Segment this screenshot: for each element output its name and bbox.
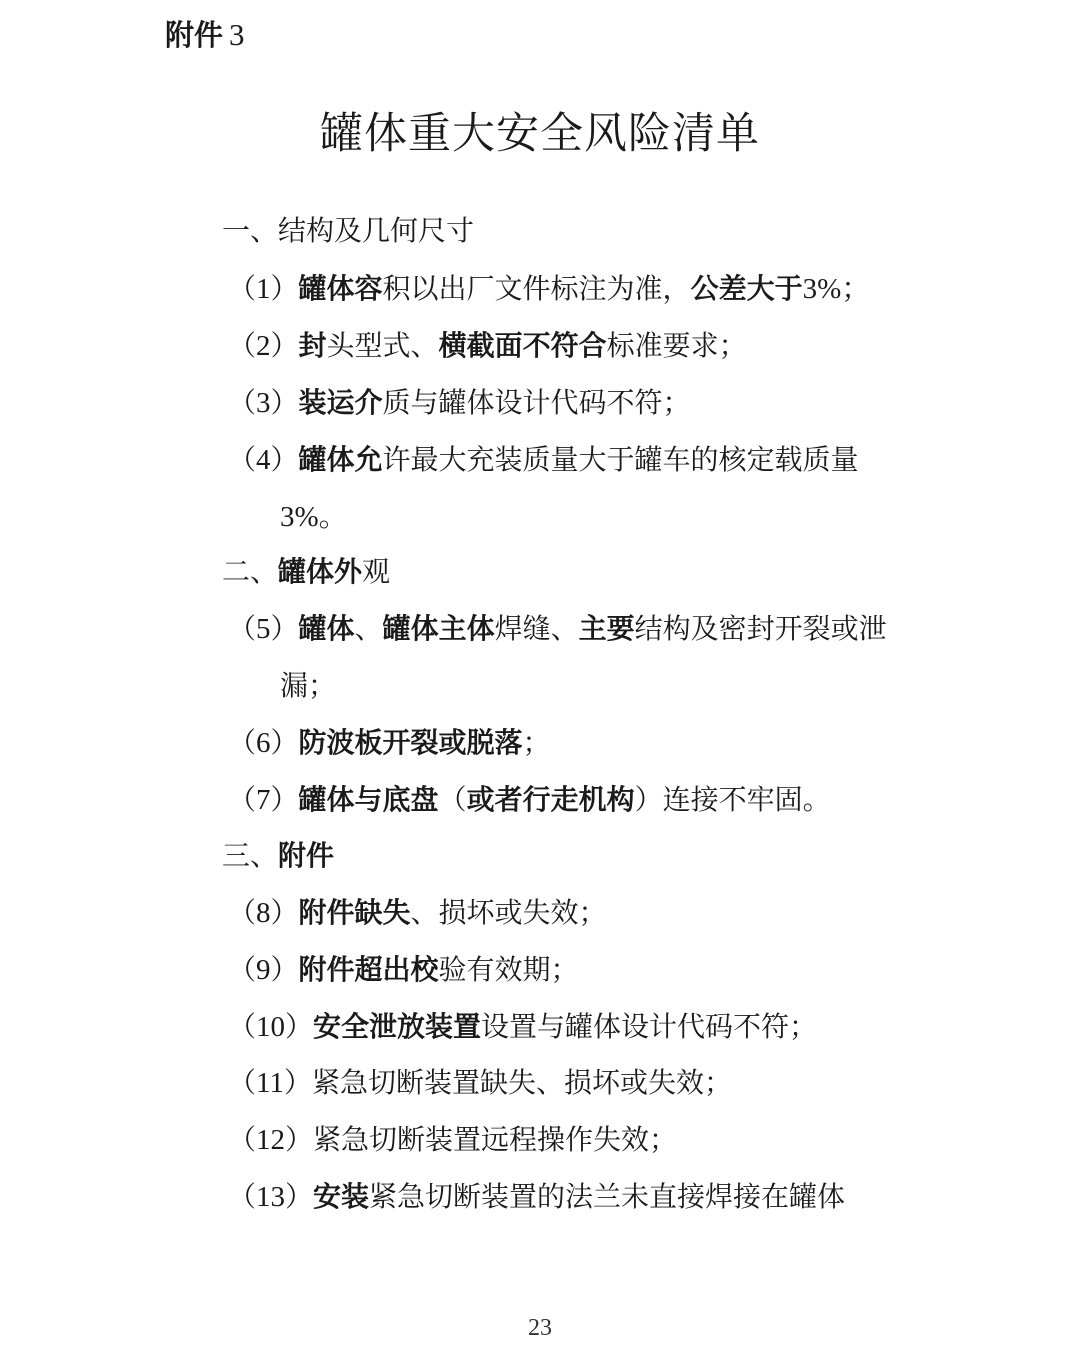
section-title: 观 — [362, 555, 391, 588]
item-text: ）连接不牢固。 — [634, 783, 831, 816]
item-text: 紧急切断装置缺失、损坏或失效； — [311, 1066, 732, 1099]
item-bold-text: 罐体主体 — [382, 612, 495, 645]
list-item-9 — [228, 950, 579, 990]
item-text: 焊缝、 — [494, 612, 579, 645]
paren-open: （ — [228, 443, 257, 476]
item-bold-text: 横截面不符合 — [438, 329, 607, 362]
item-text: 质与罐体设计代码不符； — [382, 386, 691, 419]
attachment-number: 3 — [229, 17, 245, 52]
attachment-label — [165, 14, 245, 56]
list-item-4-continuation: 3%。 — [280, 501, 348, 533]
item-text: 3%； — [802, 273, 871, 305]
paren-close: ） — [285, 1180, 314, 1213]
item-number: 12 — [256, 1124, 286, 1156]
section-prefix: 二、 — [222, 555, 279, 588]
item-bold-text: 罐体与底盘 — [298, 783, 439, 816]
paren-open: （ — [228, 1123, 257, 1156]
paren-close: ） — [285, 1010, 314, 1043]
paren-close: ） — [270, 783, 299, 816]
section-title-bold: 罐体外 — [278, 555, 363, 588]
paren-close: ） — [270, 612, 299, 645]
item-bold-text: 罐体容 — [298, 272, 383, 305]
paren-close: ） — [270, 272, 299, 305]
item-number: 5 — [256, 613, 271, 645]
attachment-label-text: 附件 — [165, 18, 224, 52]
paren-close: ） — [270, 386, 299, 419]
list-item-7 — [228, 780, 831, 820]
paren-close: ） — [270, 329, 299, 362]
list-item-12 — [228, 1120, 677, 1160]
item-text: 、损坏或失效； — [410, 896, 607, 929]
list-item-11 — [228, 1063, 732, 1103]
paren-open: （ — [228, 386, 257, 419]
list-item-1 — [228, 269, 870, 309]
item-bold-text: 罐体 — [298, 612, 355, 645]
list-item-8 — [228, 893, 607, 933]
item-bold-text: 主要 — [578, 612, 635, 645]
item-text: 、 — [354, 612, 383, 645]
item-text: 紧急切断装置远程操作失效； — [313, 1123, 678, 1156]
paren-open: （ — [228, 1010, 257, 1043]
item-number: 6 — [256, 727, 271, 759]
section-prefix: 一、 — [222, 214, 279, 247]
paren-close: ） — [270, 896, 299, 929]
item-bold-text: 附件超出校 — [298, 953, 439, 986]
item-bold-text: 或者行走机构 — [466, 783, 635, 816]
item-text: 设置与罐体设计代码不符； — [481, 1010, 818, 1043]
section-prefix: 三、 — [222, 839, 279, 872]
paren-open: （ — [228, 896, 257, 929]
paren-open: （ — [228, 329, 257, 362]
item-bold-text: 防波板开裂或脱落 — [298, 726, 523, 759]
section-heading-1 — [222, 211, 474, 251]
item-number: 1 — [256, 273, 271, 305]
list-item-2 — [228, 326, 747, 366]
list-item-10 — [228, 1007, 817, 1047]
item-text: （ — [438, 783, 467, 816]
item-bold-text: 附件缺失 — [298, 896, 411, 929]
item-number: 2 — [256, 330, 271, 362]
paren-close: ） — [270, 953, 299, 986]
paren-open: （ — [228, 1180, 257, 1213]
list-item-5 — [228, 609, 887, 649]
paren-open: （ — [228, 272, 257, 305]
item-bold-text: 装运介 — [298, 386, 383, 419]
section-title: 结构及几何尺寸 — [278, 214, 475, 247]
item-number: 13 — [256, 1181, 286, 1213]
item-bold-text: 公差大于 — [690, 272, 803, 305]
item-text: 头型式、 — [326, 329, 439, 362]
item-text: 紧急切断装置的法兰未直接焊接在罐体 — [369, 1180, 846, 1213]
list-item-3 — [228, 383, 691, 423]
section-title-bold: 附件 — [278, 839, 335, 872]
item-text: 验有效期； — [438, 953, 579, 986]
paren-close: ） — [283, 1066, 312, 1099]
item-number: 4 — [256, 444, 271, 476]
paren-open: （ — [228, 726, 257, 759]
item-text: 标准要求； — [606, 329, 747, 362]
paren-close: ） — [270, 726, 299, 759]
item-text: 积以出厂文件标注为准， — [382, 272, 691, 305]
section-heading-2 — [222, 552, 390, 592]
list-item-5-continuation: 漏； — [280, 669, 337, 702]
item-bold-text: 封 — [298, 329, 327, 362]
item-number: 3 — [256, 387, 271, 419]
list-item-4 — [228, 440, 859, 480]
paren-close: ） — [270, 443, 299, 476]
item-bold-text: 安全泄放装置 — [313, 1010, 482, 1043]
item-number: 7 — [256, 784, 271, 816]
paren-open: （ — [228, 783, 257, 816]
paren-close: ） — [285, 1123, 314, 1156]
list-item-6 — [228, 723, 551, 763]
section-heading-3 — [222, 836, 334, 876]
paren-open: （ — [228, 612, 257, 645]
item-text: 许最大充装质量大于罐车的核定载质量 — [382, 443, 859, 476]
paren-open: （ — [228, 953, 257, 986]
page-title: 罐体重大安全风险清单 — [320, 109, 760, 159]
item-bold-text: 安装 — [313, 1180, 370, 1213]
page-number: 23 — [528, 1315, 552, 1341]
item-number: 9 — [256, 954, 271, 986]
item-number: 11 — [256, 1067, 284, 1099]
item-text: ； — [522, 726, 551, 759]
item-bold-text: 罐体允 — [298, 443, 383, 476]
item-text: 结构及密封开裂或泄 — [634, 612, 887, 645]
item-number: 8 — [256, 897, 271, 929]
item-number: 10 — [256, 1011, 286, 1043]
list-item-13 — [228, 1177, 845, 1217]
paren-open: （ — [228, 1066, 257, 1099]
